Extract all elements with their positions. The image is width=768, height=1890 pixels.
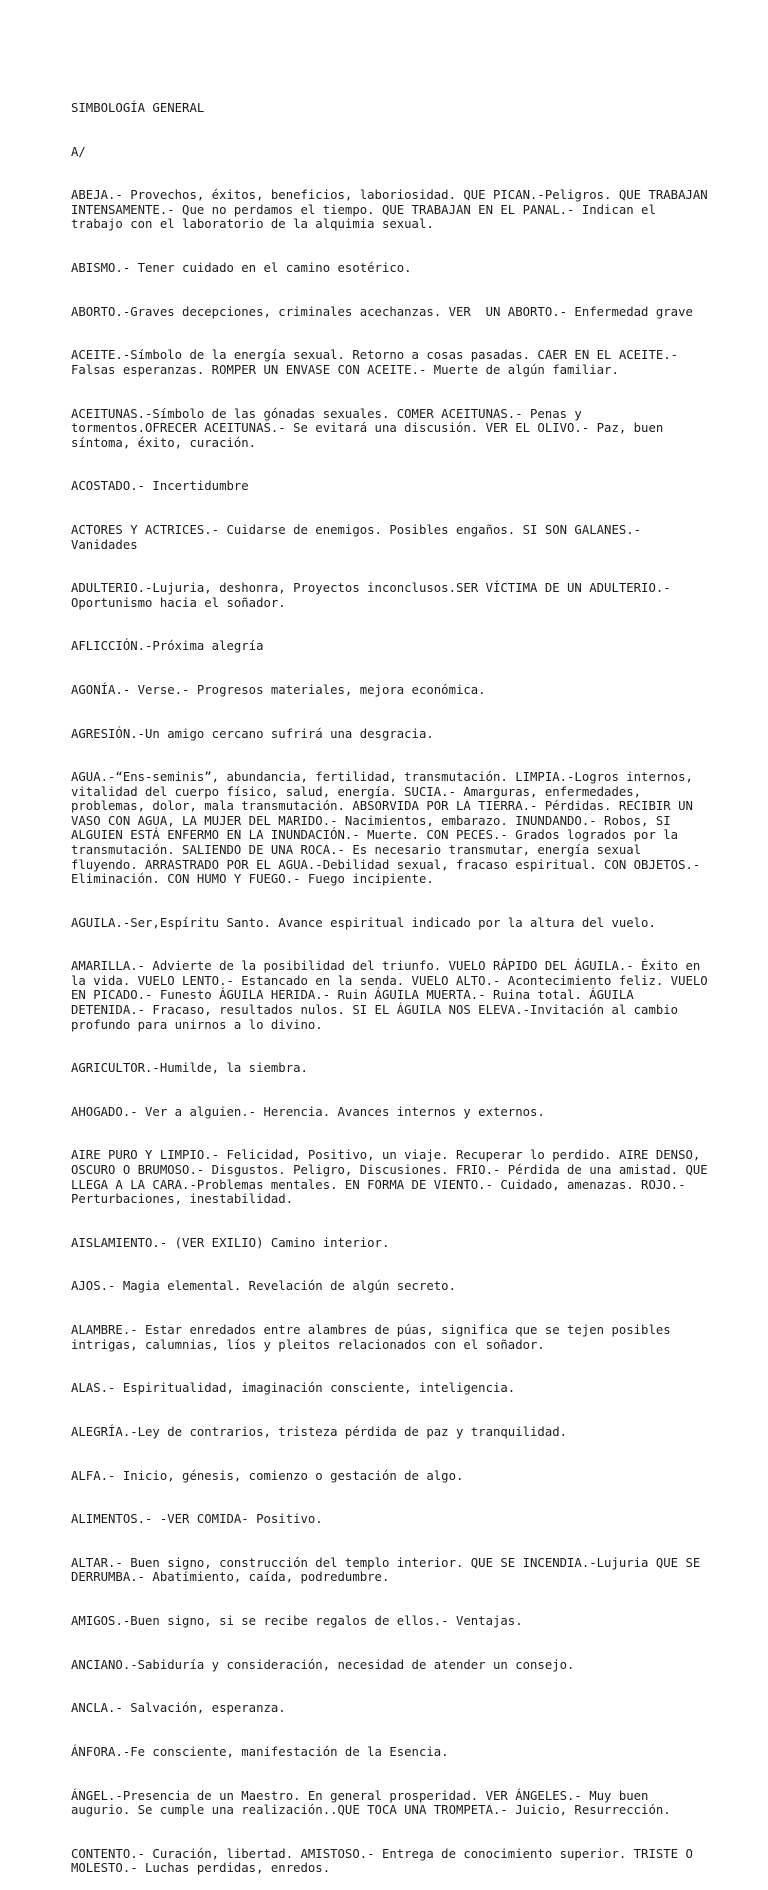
entry-agresion: AGRESIÓN.-Un amigo cercano sufrirá una desgracia.: [71, 726, 434, 741]
entry-ahogado: AHOGADO.- Ver a alguien.- Herencia. Avances internos y externos.: [71, 1104, 545, 1119]
entry-agonia: AGONÍA.- Verse.- Progresos materiales, mejora económica.: [71, 682, 486, 697]
entry-aborto: ABORTO.-Graves decepciones, criminales acechanzas. VER UN ABORTO.- Enfermedad grave: [71, 304, 693, 319]
entry-aceite: ACEITE.-Símbolo de la energía sexual. Retorno a cosas pasadas. CAER EN EL ACEITE.- Falsas esperanzas. ROMPER UN ENVASE CON ACEITE.- Muerte de algún familiar.: [71, 348, 686, 377]
entry-anfora: ÁNFORA.-Fe consciente, manifestación de la Esencia.: [71, 1744, 449, 1759]
entry-actores: ACTORES Y ACTRICES.- Cuidarse de enemigos. Posibles engaños. SI SON GALANES.- Vanidades: [71, 522, 649, 552]
entry-alimentos: ALIMENTOS.- -VER COMIDA- Positivo.: [71, 1512, 323, 1527]
entry-amarilla: AMARILLA.- Advierte de la posibilidad del triunfo. VUELO RÁPIDO DEL ÁGUILA.- Éxito en la vida. VUELO LENTO.- Estancado en la senda. VUELO ALTO.- Acontecimiento feliz. VUELO EN PICADO.- Funesto ÁGUILA HERIDA.- Ruin ÁGUILA MUERTA.- Ruina total. ÁGUILA DETENIDA.- Fracaso, resultados nulos. SI EL ÁGUILA NOS ELEVA.-Invitación al cambio profundo para unirnos a lo divino.: [71, 959, 716, 1032]
entry-aire: AIRE PURO Y LIMPIO.- Felicidad, Positivo, un viaje. Recuperar lo perdido. AIRE DENSO, OSCURO O BRUMOSO.- Disgustos. Peligro, Discusiones. FRIO.- Pérdida de una amistad. QUE LLEGA A LA CARA.-Problemas mentales. EN FORMA DE VIENTO.- Cuidado, amenazas. ROJO.- Perturbaciones, inestabilidad.: [71, 1148, 716, 1207]
entry-alambre: ALAMBRE.- Estar enredados entre alambres de púas, significa que se tejen posibles intrigas, calumnias, líos y pleitos relacionados con el soñador.: [71, 1323, 679, 1352]
entry-anciano: ANCIANO.-Sabiduría y consideración, necesidad de atender un consejo.: [71, 1657, 575, 1672]
entry-ancla: ANCLA.- Salvación, esperanza.: [71, 1701, 286, 1716]
entry-alas: ALAS.- Espiritualidad, imaginación consciente, inteligencia.: [71, 1381, 516, 1396]
entry-ajos: AJOS.- Magia elemental. Revelación de algún secreto.: [71, 1279, 456, 1294]
entry-aislamiento: AISLAMIENTO.- (VER EXILIO) Camino interior.: [71, 1235, 390, 1250]
entry-afliccion: AFLICCIÓN.-Próxima alegría: [71, 639, 264, 654]
entry-altar: ALTAR.- Buen signo, construcción del templo interior. QUE SE INCENDIA.-Lujuria QUE SE DERRUMBA.- Abatimiento, caída, podredumbre.: [71, 1555, 708, 1585]
entry-agua: AGUA.-“Ens-seminis”, abundancia, fertilidad, transmutación. LIMPIA.-Logros internos, vitalidad del cuerpo físico, salud, energía. SUCIA.- Amarguras, enfermedades, problemas, dolor, mala transmutación. ABSORVIDA POR LA TIERRA.- Pérdidas. RECIBIR UN VASO CON AGUA, LA MUJER DEL MARIDO.- Nacimientos, embarazo. INUNDANDO.- Robos, SI ALGUIEN ESTÁ ENFERMO EN LA INUNDACIÓN.- Muerte. CON PECES.- Grados logrados por la transmutación. SALIENDO DE UNA ROCA.- Es necesario transmutar, energía sexual fluyendo. ARRASTRADO POR EL AGUA.-Debilidad sexual, fracaso espiritual. CON OBJETOS.- Eliminación. CON HUMO Y FUEGO.- Fuego incipiente.: [71, 770, 708, 887]
entry-abismo: ABISMO.- Tener cuidado en el camino esotérico.: [71, 261, 412, 276]
entry-aguila: AGUILA.-Ser,Espíritu Santo. Avance espiritual indicado por la altura del vuelo.: [71, 915, 656, 930]
entry-agricultor: AGRICULTOR.-Humilde, la siembra.: [71, 1061, 308, 1076]
entry-angel: ÁNGEL.-Presencia de un Maestro. En general prosperidad. VER ÁNGELES.- Muy buen augurio. Se cumple una realización..QUE TOCA UNA TROMPETA.- Juicio, Resurrección.: [71, 1788, 671, 1818]
entry-abeja: ABEJA.- Provechos, éxitos, beneficios, laboriosidad. QUE PICAN.-Peligros. QUE TRABAJAN INTENSAMENTE.- Que no perdamos el tiempo. QUE TRABAJAN EN EL PANAL.- Indican el trabajo con el laboratorio de la alquimia sexual.: [71, 188, 716, 232]
entry-acostado: ACOSTADO.- Incertidumbre: [71, 479, 249, 494]
section-letter: A/: [71, 144, 86, 159]
entry-alegria: ALEGRÍA.-Ley de contrarios, tristeza pérdida de paz y tranquilidad.: [71, 1424, 568, 1439]
document-body: [71, 72, 716, 1890]
entry-aceitunas: ACEITUNAS.-Símbolo de las gónadas sexuales. COMER ACEITUNAS.- Penas y tormentos.OFRECER ACEITUNAS.- Se evitará una discusión. VER EL OLIVO.- Paz, buen síntoma, éxito, curación.: [71, 406, 671, 450]
entry-contento: CONTENTO.- Curación, libertad. AMISTOSO.- Entrega de conocimiento superior. TRISTE O MOLESTO.- Luchas perdidas, enredos.: [71, 1846, 701, 1876]
document-title: SIMBOLOGÍA GENERAL: [71, 101, 205, 116]
entry-amigos: AMIGOS.-Buen signo, si se recibe regalos de ellos.- Ventajas.: [71, 1613, 523, 1628]
entry-alfa: ALFA.- Inicio, génesis, comienzo o gestación de algo.: [71, 1468, 464, 1483]
entry-adulterio: ADULTERIO.-Lujuria, deshonra, Proyectos inconclusos.SER VÍCTIMA DE UN ADULTERIO.- Oportunismo hacia el soñador.: [71, 581, 679, 610]
